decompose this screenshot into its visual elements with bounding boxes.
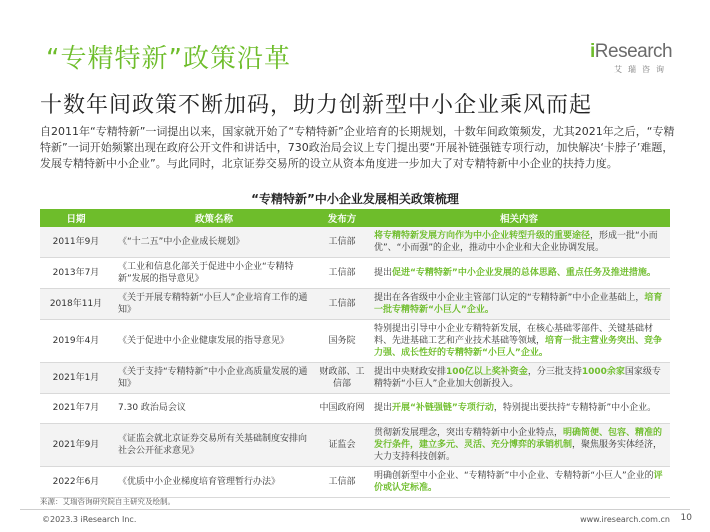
table-row — [40, 320, 670, 363]
table-row — [40, 363, 670, 394]
row-content — [368, 394, 670, 424]
content-highlight: 100亿以上奖补资金 — [446, 367, 528, 377]
content-text: 提出 — [374, 268, 393, 278]
row-issuer: 证监会 — [316, 423, 368, 466]
table-row — [40, 258, 670, 289]
page-number: 10 — [680, 513, 692, 523]
table-header-row — [40, 209, 670, 227]
table-row — [40, 394, 670, 424]
content-highlight: 开展“补链强链”专项行动 — [392, 403, 494, 414]
row-content — [368, 466, 670, 497]
row-date: 2021年9月 — [40, 423, 112, 466]
row-date: 2011年9月 — [40, 227, 112, 258]
content-text: ，特别提出要扶持“专精特新”中小企业。 — [493, 403, 657, 414]
row-issuer: 工信部 — [316, 258, 368, 289]
row-content — [368, 320, 670, 363]
row-policy-name: 《证监会就北京证券交易所有关基础制度安排向社会公开征求意见》 — [112, 423, 316, 466]
row-date: 2013年7月 — [40, 258, 112, 289]
content-text: 提出中央财政安排 — [374, 367, 447, 377]
intro-paragraph: 自2011年“专精特新”一词提出以来，国家就开始了“专精特新”企业培育的长期规划，十数年间政策频发，尤其2021年之后，“专精特新”一词开始频繁出现在政府公开文件和讲话中，730政治局会议上专门提出要“开展补链强链专项行动，加快解决‘卡脖子’难题，发展专精特新中小企业”。与此同时，北京证券交易所的设立从资本角度进一步加大了对专精特新中小企业的扶持力度。 — [40, 125, 675, 170]
header-issuer: 发布方 — [316, 209, 368, 227]
content-text: ，分三批支持 — [527, 367, 582, 377]
row-date: 2018年11月 — [40, 289, 112, 320]
content-text: ，形成一批“小而优”、“小而强”的企业，推动中小企业和大企业协调发展。 — [374, 231, 658, 253]
row-policy-name: 《关于促进中小企业健康发展的指导意见》 — [112, 320, 316, 363]
page-title: “专精特新”政策沿革 — [46, 44, 291, 74]
table-row — [40, 466, 670, 497]
brand-logo — [590, 42, 690, 75]
row-policy-name: 《“十二五”中小企业成长规划》 — [112, 227, 316, 258]
table-row — [40, 227, 670, 258]
row-policy-name: 《工业和信息化部关于促进中小企业“专精特新”发展的指导意见》 — [112, 258, 316, 289]
content-highlight: 培育一批专精特新“小巨人”企业。 — [374, 293, 663, 315]
header-policy-name: 政策名称 — [112, 209, 316, 227]
row-issuer: 国务院 — [316, 320, 368, 363]
content-text: 提出在各省级中小企业主管部门认定的“专精特新”中小企业基础上， — [374, 293, 645, 303]
content-highlight: 促进“专精特新”中小企业发展的总体思路、重点任务及推进措施。 — [392, 268, 656, 278]
footer-website: www.iresearch.com.cn — [580, 515, 670, 524]
row-policy-name: 《优质中小企业梯度培育管理暂行办法》 — [112, 466, 316, 497]
row-issuer: 财政部、工信部 — [316, 363, 368, 394]
table-title: “专精特新”中小企业发展相关政策梳理 — [251, 192, 459, 206]
content-text: 特别提出引导中小企业专精特新发展，在核心基础零部件、关键基础材料、先进基础工艺和产业技术基础等领域， — [374, 324, 654, 346]
brand-name — [590, 42, 690, 62]
row-issuer: 中国政府网 — [316, 394, 368, 424]
content-text: 提出 — [374, 403, 393, 414]
row-date: 2021年1月 — [40, 363, 112, 394]
row-policy-name: 7.30 政治局会议 — [112, 394, 316, 424]
content-highlight: 培育一批主营业务突出、竞争力强、成长性好的专精特新“小巨人”企业。 — [374, 336, 663, 358]
brand-rest: Research — [594, 41, 673, 62]
row-date: 2021年7月 — [40, 394, 112, 424]
footer-divider — [20, 509, 690, 510]
source-note: 来源：艾瑞咨询研究院自主研究及绘制。 — [40, 497, 175, 506]
content-highlight: 将专精特新发展方向作为中小企业转型升级的重要途径 — [374, 231, 591, 241]
row-issuer: 工信部 — [316, 289, 368, 320]
content-highlight: 评价或认定标准。 — [374, 470, 663, 493]
footer-copyright: ©2023.3 iResearch Inc. — [42, 515, 137, 524]
row-content — [368, 423, 670, 466]
row-content — [368, 289, 670, 320]
brand-prefix: i — [590, 41, 595, 62]
row-policy-name: 《关于支持“专精特新”中小企业高质量发展的通知》 — [112, 363, 316, 394]
content-text: ，聚焦服务实体经济，大力支持科技创新。 — [374, 439, 663, 462]
table-row — [40, 423, 670, 466]
content-highlight: 1000余家 — [581, 367, 625, 377]
table-row — [40, 289, 670, 320]
header-date: 日期 — [40, 209, 112, 227]
row-content — [368, 258, 670, 289]
row-content — [368, 363, 670, 394]
content-text: 国家级专精特新“小巨人”企业加大创新投入。 — [374, 367, 661, 389]
row-issuer: 工信部 — [316, 466, 368, 497]
brand-sub: 艾瑞咨询 — [614, 65, 670, 74]
row-date: 2019年4月 — [40, 320, 112, 363]
row-date: 2022年6月 — [40, 466, 112, 497]
page-subtitle: 十数年间政策不断加码，助力创新型中小企业乘风而起 — [40, 93, 593, 118]
row-content — [368, 227, 670, 258]
row-policy-name: 《关于开展专精特新“小巨人”企业培育工作的通知》 — [112, 289, 316, 320]
content-text: 明确创新型中小企业、“专精特新”中小企业、专精特新“小巨人”企业的 — [374, 470, 654, 481]
content-text: 贯彻新发展理念，突出专精特新中小企业特点， — [374, 427, 564, 438]
content-highlight: 明确简便、包容、精准的发行条件，建立多元、灵活、充分博弈的承销机制 — [374, 427, 663, 450]
row-issuer: 工信部 — [316, 227, 368, 258]
policy-table — [40, 209, 670, 498]
header-content: 相关内容 — [368, 209, 670, 227]
